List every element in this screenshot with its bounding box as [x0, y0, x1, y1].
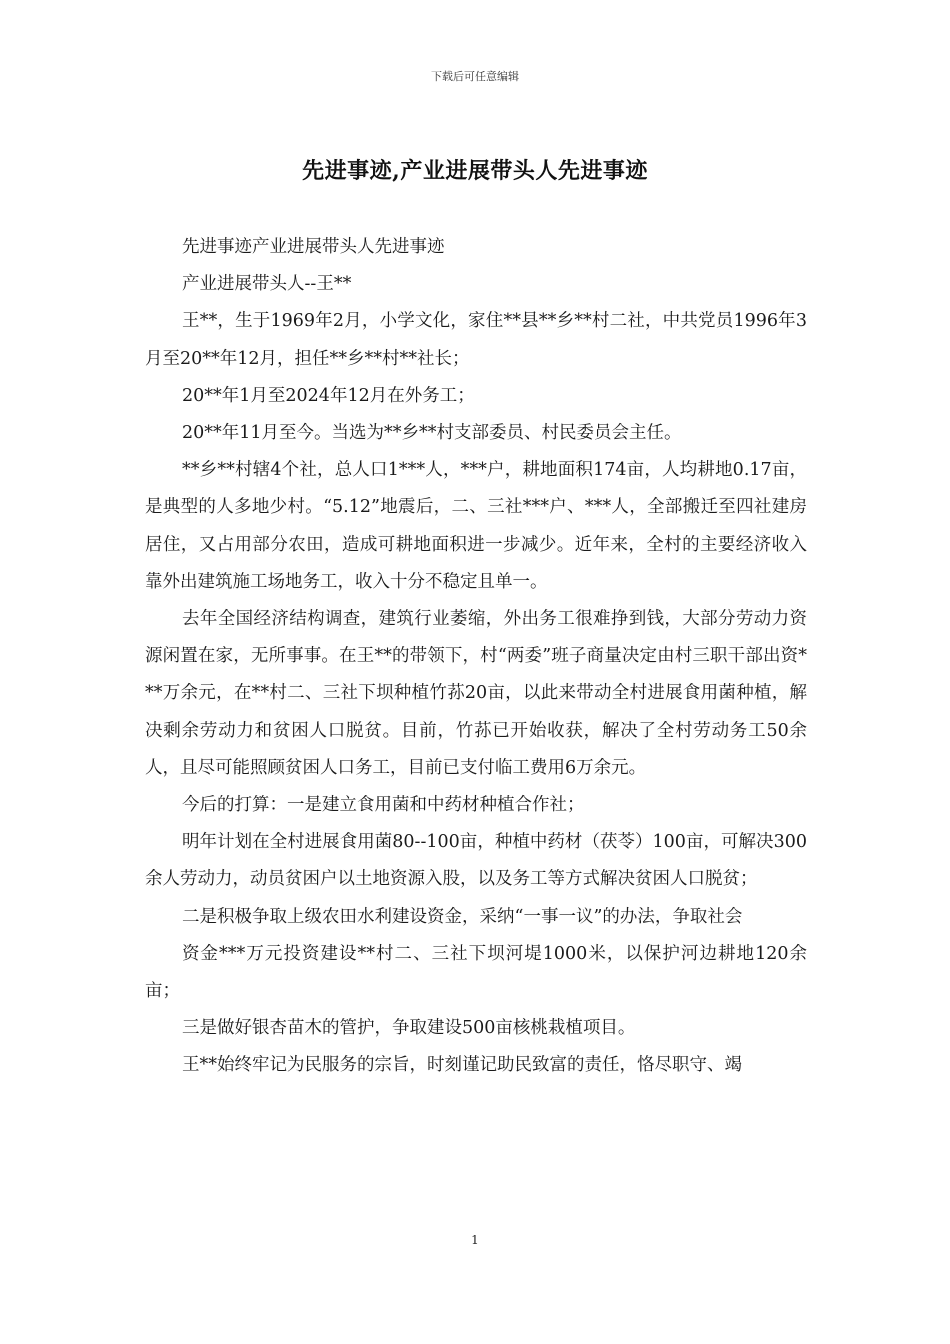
- paragraph: **乡**村辖4个社，总人口1***人，***户，耕地面积174亩，人均耕地0.17亩，是典型的人多地少村。“5.12”地震后，二、三社***户、***人，全部搬迁至四社建房居住，又占用部分农田，造成可耕地面积进一步减少。近年来，全村的主要经济收入靠外出建筑施工场地务工，收入十分不稳定且单一。: [145, 460, 807, 592]
- paragraph: 去年全国经济结构调查，建筑行业萎缩，外出务工很难挣到钱，大部分劳动力资源闲置在家，无所事事。在王**的带领下，村“两委”班子商量决定由村三职干部出资***万余元，在**村二、三社下坝种植竹荪20亩，以此来带动全村进展食用菌种植，解决剩余劳动力和贫困人口脱贫。目前，竹荪已开始收获，解决了全村劳动务工50余人，且尽可能照顾贫困人口务工，目前已支付临工费用6万余元。: [145, 609, 807, 778]
- paragraph: 二是积极争取上级农田水利建设资金，采纳“一事一议”的办法，争取社会: [182, 906, 743, 927]
- paragraph: 王**，生于1969年2月，小学文化，家住**县**乡**村二社，中共党员1996年3月至20**年12月，担任**乡**村**社长；: [145, 311, 807, 369]
- paragraph: 三是做好银杏苗木的管护，争取建设500亩核桃栽植项目。: [182, 1018, 636, 1039]
- paragraph: 产业进展带头人--王**: [182, 274, 352, 295]
- document-body: [145, 229, 807, 1085]
- paragraph: 王**始终牢记为民服务的宗旨，时刻谨记助民致富的责任，恪尽职守、竭: [182, 1055, 742, 1076]
- paragraph: 20**年11月至今。当选为**乡**村支部委员、村民委员会主任。: [182, 423, 682, 444]
- paragraph: 先进事迹产业进展带头人先进事迹: [182, 237, 445, 257]
- page-number: 1: [471, 1233, 479, 1247]
- paragraph: 明年计划在全村进展食用菌80--100亩，种植中药材（茯苓）100亩，可解决300余人劳动力，动员贫困户以土地资源入股，以及务工等方式解决贫困人口脱贫；: [145, 832, 807, 890]
- header-note: 下载后可任意编辑: [431, 70, 519, 83]
- paragraph: 资金***万元投资建设**村二、三社下坝河堤1000米，以保护河边耕地120余亩；: [145, 943, 807, 1002]
- paragraph: 今后的打算：一是建立食用菌和中药材种植合作社；: [182, 795, 585, 816]
- document-title: 先进事迹,产业进展带头人先进事迹: [302, 158, 648, 184]
- paragraph: 20**年1月至2024年12月在外务工；: [182, 385, 475, 406]
